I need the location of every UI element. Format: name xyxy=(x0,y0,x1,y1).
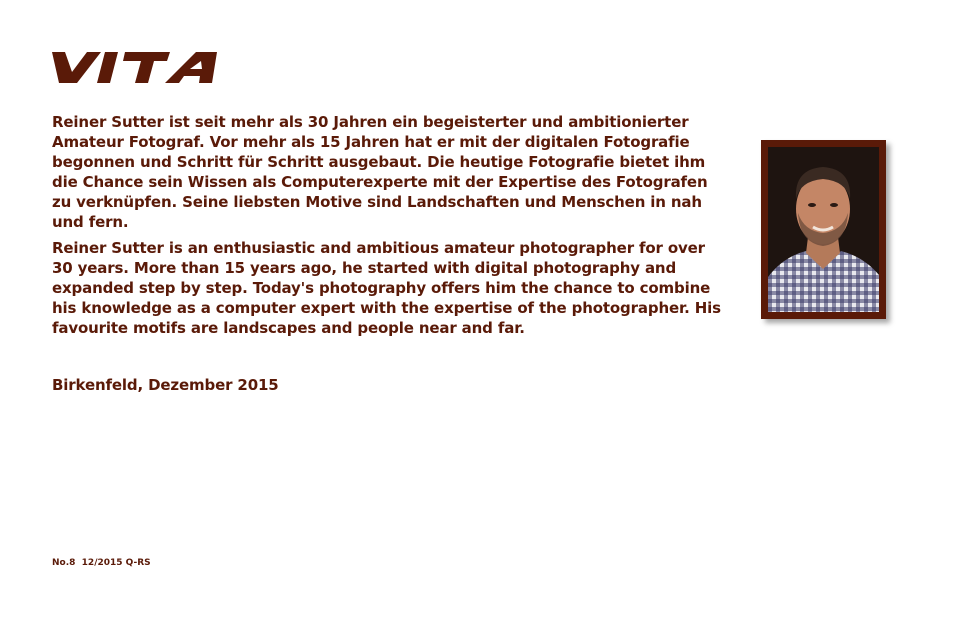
bio-english: Reiner Sutter is an enthusiastic and ambitious amateur photographer for over 30 years. More than 15 years ago, he started with digital photography and expanded step by step. Today's photography offers him the chance to combine his knowledge as a computer expert with the expertise of the photographer. His favourite motifs are landscapes and people near and far. xyxy=(52,239,721,337)
vita-logo xyxy=(52,52,217,83)
logo-letter-t xyxy=(123,52,170,83)
portrait-frame xyxy=(761,140,886,319)
portrait-photo xyxy=(768,147,879,312)
biography xyxy=(52,112,724,344)
bio-german: Reiner Sutter ist seit mehr als 30 Jahren ein begeisterter und ambitionierter Amateur Fotograf. Vor mehr als 15 Jahren hat er mit der digitalen Fotografie begonnen und Schritt für Schritt ausgebaut. Die heutige Fotografie bietet ihm die Chance sein Wissen als Computerexperte mit der Expertise des Fotografen zu verknüpfen. Seine liebsten Motive sind Landschaften und Menschen in nah und fern. xyxy=(52,113,708,231)
logo-letter-v xyxy=(52,52,101,83)
document-code: No.8 12/2015 Q-RS xyxy=(52,558,151,568)
place-date: Birkenfeld, Dezember 2015 xyxy=(52,376,279,394)
portrait-illustration xyxy=(768,147,879,312)
logo-letter-i xyxy=(97,52,118,83)
logo-letter-a xyxy=(165,52,217,83)
vita-logo-graphic xyxy=(52,52,217,83)
